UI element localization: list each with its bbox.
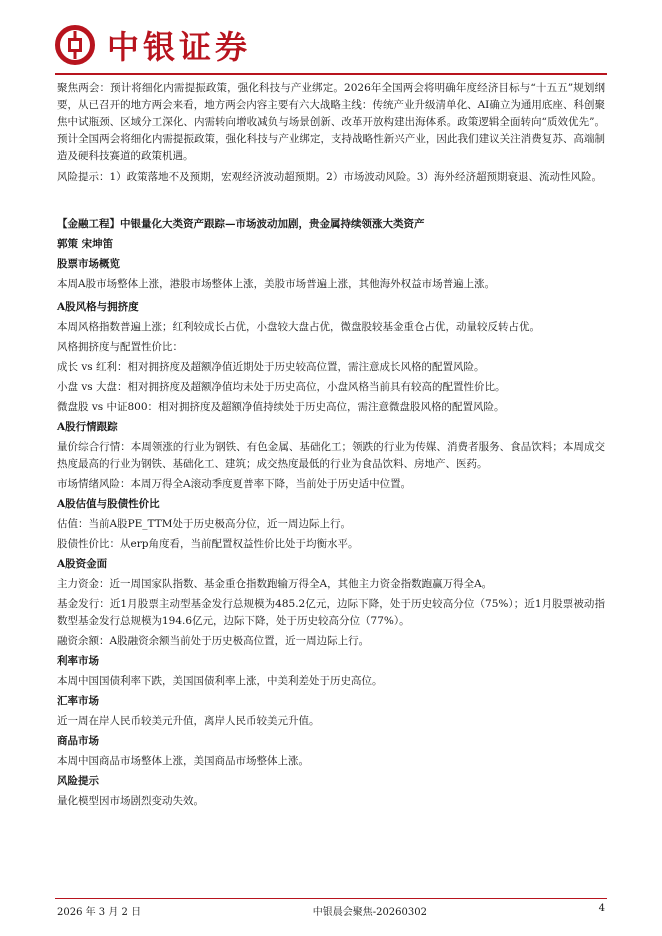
section-line: 本周A股市场整体上涨，港股市场整体上涨，美股市场普遍上涨，其他海外权益市场普遍上涨。 [57, 278, 496, 290]
bank-of-china-logo-icon [55, 25, 95, 65]
section-line: 股债性价比：从erp角度看，当前配置权益性价比处于均衡水平。 [57, 538, 359, 550]
page-content [57, 80, 605, 810]
intro-paragraph: 聚焦两会：预计将细化内需提振政策，强化科技与产业绑定。2026年全国两会将明确年度经济目标与“十五五”规划纲要，从已召开的地方两会来看，地方两会内容主要有六大战略主线：传统产业升级清单化、AI确立为通用底座、科创聚焦中试瓶颈、区域分工深化、内需转向增收减负与场景创新、改革开放构建出海体系。政策逻辑全面转向“质效优先”。预计全国两会将细化内需提振政策，强化科技与产业绑定，支持战略性新兴产业，因此我们建议关注消费复苏、高端制造及硬科技赛道的政策机遇。 [57, 82, 605, 162]
section-line: 微盘股 vs 中证800：相对拥挤度及超额净值持续处于历史高位，需注意微盘股风格的配置风险。 [57, 401, 505, 413]
article-sections [57, 256, 605, 810]
header [55, 20, 251, 70]
section [57, 773, 605, 810]
section-line: 主力资金：近一周国家队指数、基金重仓指数跑输万得全A，其他主力资金指数跑赢万得全A。 [57, 578, 493, 590]
section [57, 496, 605, 553]
section-line: 小盘 vs 大盘：相对拥挤度及超额净值均未处于历史高位，小盘风格当前具有较高的配置性价比。 [57, 381, 506, 393]
section-line: 量化模型因市场剧烈变动失效。 [57, 795, 204, 807]
header-divider [55, 73, 607, 75]
section [57, 419, 605, 493]
section-line: 基金发行：近1月股票主动型基金发行总规模为485.2亿元，边际下降，处于历史较高分位（75%）；近1月股票被动指数型基金发行总规模为194.6亿元，边际下降，处于历史较高分位（77%）。 [57, 598, 605, 627]
section-heading: 汇率市场 [57, 695, 99, 707]
footer-date: 2026 年 3 月 2 日 [57, 907, 142, 918]
section [57, 299, 605, 416]
section-heading: 利率市场 [57, 655, 99, 667]
page-number: 4 [598, 903, 605, 914]
section [57, 693, 605, 730]
article-title: 【金融工程】中银量化大类资产跟踪—市场波动加剧，贵金属持续领涨大类资产 [57, 218, 425, 230]
section-heading: 风险提示 [57, 775, 99, 787]
footer-divider [55, 898, 607, 899]
section-line: 量价综合行情：本周领涨的行业为钢铁、有色金属、基础化工；领跌的行业为传媒、消费者服务、食品饮料；本周成交热度最高的行业为钢铁、基础化工、建筑；成交热度最低的行业为食品饮料、房地产、医药。 [57, 441, 605, 470]
intro-risk: 风险提示：1）政策落地不及预期，宏观经济波动超预期。2）市场波动风险。3）海外经济超预期衰退、流动性风险。 [57, 171, 603, 183]
footer [57, 903, 605, 918]
brand-name: 中银证券 [107, 28, 252, 66]
section [57, 556, 605, 650]
section-heading: A股估值与股债性价比 [57, 498, 160, 510]
section-heading: 股票市场概览 [57, 258, 120, 270]
section-line: 本周风格指数普遍上涨；红利较成长占优，小盘较大盘占优，微盘股较基金重仓占优，动量较反转占优。 [57, 321, 540, 333]
section-line: 融资余额：A股融资余额当前处于历史极高位置，近一周边际上行。 [57, 635, 370, 647]
section-line: 本周中国国债利率下跌，美国国债利率上涨，中美利差处于历史高位。 [57, 675, 383, 687]
section-heading: A股资金面 [57, 558, 108, 570]
footer-doc-title: 中银晨会聚焦-20260302 [312, 907, 427, 918]
section-line: 本周中国商品市场整体上涨，美国商品市场整体上涨。 [57, 755, 309, 767]
section-heading: A股风格与拥挤度 [57, 301, 139, 313]
section-line: 近一周在岸人民币较美元升值，离岸人民币较美元升值。 [57, 715, 320, 727]
section-heading: A股行情跟踪 [57, 421, 118, 433]
section-line: 成长 vs 红利：相对拥挤度及超额净值近期处于历史较高位置，需注意成长风格的配置风险。 [57, 361, 485, 373]
section-line: 市场情绪风险：本周万得全A滚动季度夏普率下降，当前处于历史适中位置。 [57, 478, 412, 490]
section [57, 256, 605, 293]
article-authors: 郭策 宋坤笛 [57, 238, 114, 250]
section-line: 风格拥挤度与配置性价比： [57, 341, 183, 353]
section-heading: 商品市场 [57, 735, 99, 747]
section [57, 653, 605, 690]
section [57, 733, 605, 770]
section-line: 估值：当前A股PE_TTM处于历史极高分位，近一周边际上行。 [57, 518, 352, 530]
